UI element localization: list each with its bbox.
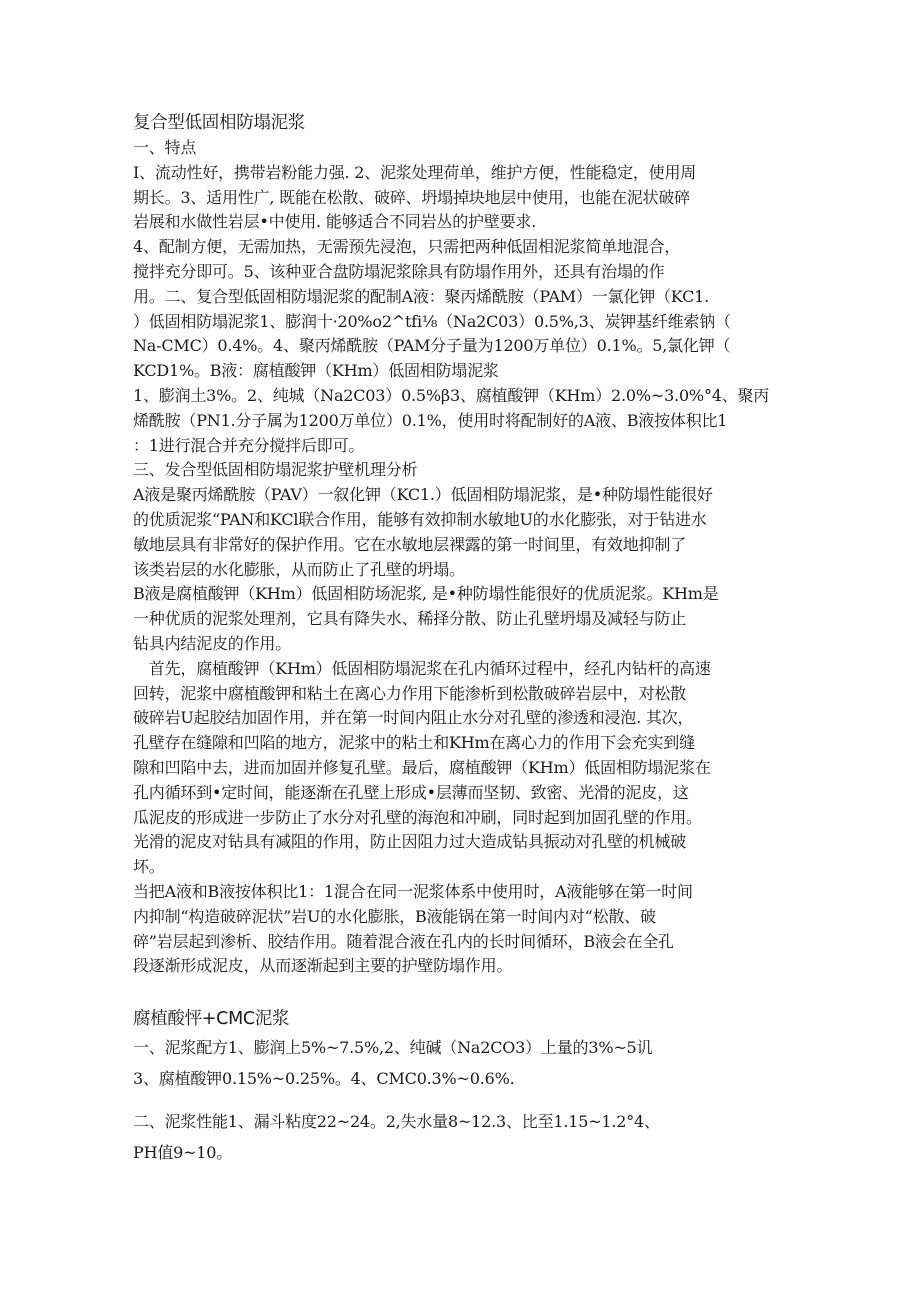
text-line: 4、配制方便，无需加热，无需预先浸泡，只需把两种低固相泥浆简单地混合， [133,237,681,257]
text-line: 孔内循环到•定时间，能逐渐在孔壁上形成•层薄而坚韧、致密、光滑的泥皮，这 [133,782,689,802]
text-line: I、流动性好，携带岩粉能力强. 2、泥浆处理荷单，维护方便，性能稳定，使用周 [133,162,697,182]
text-line: 当把A液和B液按体积比1：1混合在同一泥浆体系中使用时，A液能够在第一时间 [133,881,693,901]
text-line: 岩展和水做性岩层•中使用. 能够适合不同岩丛的护壁要求. [133,212,537,232]
section-body-composite-mud [133,136,793,979]
text-line: A液是聚丙烯酰胺（PAV）一叙化钾（KC1.）低固相防塌泥浆，是•种防塌性能很好 [133,485,713,505]
text-line: 一、特点 [133,138,197,157]
text-line: 孔壁存在缝隙和凹陷的地方，泥浆中的粘土和KHm在离心力的作用下会充实到缝 [133,733,695,753]
text-line: ）低固相防塌泥浆1、膨润十·20%o2^tfi⅛（Na2C03）0.5%,3、炭钾基纤维索钠（ [133,311,731,331]
text-line: Na-CMC）0.4%。4、聚丙烯酰胺（PAM分子量为1200万单位）0.1%。5,氯化钾（ [133,336,731,356]
text-line: 用。二、复合型低固相防塌泥浆的配制A液：聚丙烯酰胺（PAM）一氯化钾（KC1. [133,286,710,306]
text-line: KCD1%。B液：腐植酸钾（KHm）低固相防塌泥浆 [133,361,499,381]
text-line: 坏。 [133,857,165,877]
text-line: 一、泥浆配方1、膨润上5%~7.5%,2、纯碱（Na2CO3）上量的3%~5讥 [133,1038,653,1058]
text-line: 搅拌充分即可。5、该种亚合盘防塌泥浆除具有防塌作用外，还具有治塌的作 [133,261,665,281]
text-line: 1、膨润土3%。2、纯城（Na2C03）0.5%β3、腐植酸钾（KHm）2.0%~3.0%°4、聚丙 [133,385,770,405]
text-line: 3、腐植酸钾0.15%~0.25%。4、CMC0.3%~0.6%. [133,1069,515,1089]
text-line: PH值9~10。 [133,1143,233,1163]
text-line: 瓜泥皮的形成进一步防止了水分对孔壁的海泡和冲刷，同时起到加固孔壁的作用。 [133,807,702,827]
section-spacer [133,979,793,1006]
text-line: 一种优质的泥浆处理剂，它具有降失水、稀择分散、防止孔壁坍塌及减轻与防止 [133,609,687,629]
text-line: 隙和凹陷中去，进而加固并修复孔壁。最后，腐植酸钾（KHm）低固相防塌泥浆在 [133,757,711,777]
document-page [133,110,793,1168]
section-title-humate-cmc-mud: 腐植酸怦+CMC泥浆 [133,1009,290,1030]
text-line: 段逐渐形成泥皮，从而逐渐起到主要的护壁防塌作用。 [133,956,513,976]
text-line: B液是腐植酸钾（KHm）低固相防场泥浆, 是•种防塌性能很好的优质泥浆。KHm是 [133,584,719,604]
section-title-composite-mud: 复合型低固相防塌泥浆 [133,113,305,133]
text-line: 该类岩层的水化膨胀，从而防止了孔壁的坍塌。 [133,559,465,579]
text-line: 首先，腐植酸钾（KHm）低固相防塌泥浆在孔内循环过程中，经孔内钻杆的高速 [133,658,711,678]
text-line: 钻具内结泥皮的作用。 [133,633,292,653]
text-line: 二、泥浆性能1、漏斗粘度22~24。2,失水量8~12.3、比至1.15~1.2°4、 [133,1112,660,1132]
text-line: 三、发合型低固相防塌泥浆护壁机理分析 [133,460,418,480]
text-line: 回转，泥浆中腐植酸钾和粘土在离心力作用下能渗析到松散破碎岩层中，对松散 [133,683,687,703]
text-line: 烯酰胺（PN1.分子属为1200万单位）0.1%，使用时将配制好的A液、B液按体积比1 [133,410,728,430]
text-line: 内抑制“构造破碎泥状”岩U的水化膨胀，B液能锅在第一时间内对“松散、破 [133,906,656,926]
paragraph-spacer [133,1094,793,1106]
text-line: 期长。3、适用性广, 既能在松散、破碎、坍塌掉块地层中使用，也能在泥状破碎 [133,187,690,207]
text-line: 的优质泥浆“PAN和KCl联合作用，能够有效抑制水敏地U的水化膨张，对于钻进水 [133,509,707,529]
text-line: 光滑的泥皮对钻具有减阻的作用，防止因阻力过大造成钻具振动对孔壁的机械破 [133,832,687,852]
section-body-humate-cmc-mud [133,1032,793,1168]
text-line: 破碎岩U起胶结加固作用，并在第一时间内阻止水分对孔壁的渗透和浸泡. 其次， [133,708,694,728]
text-line: 碎”岩层起到渗析、胶结作用。随着混合液在孔内的长时间循环，B液会在全孔 [133,931,674,951]
text-line: ：1进行混合并充分搅拌后即可。 [133,435,365,455]
text-line: 敏地层具有非常好的保护作用。它在水敏地层裸露的第一时间里，有效地抑制了 [133,534,687,554]
